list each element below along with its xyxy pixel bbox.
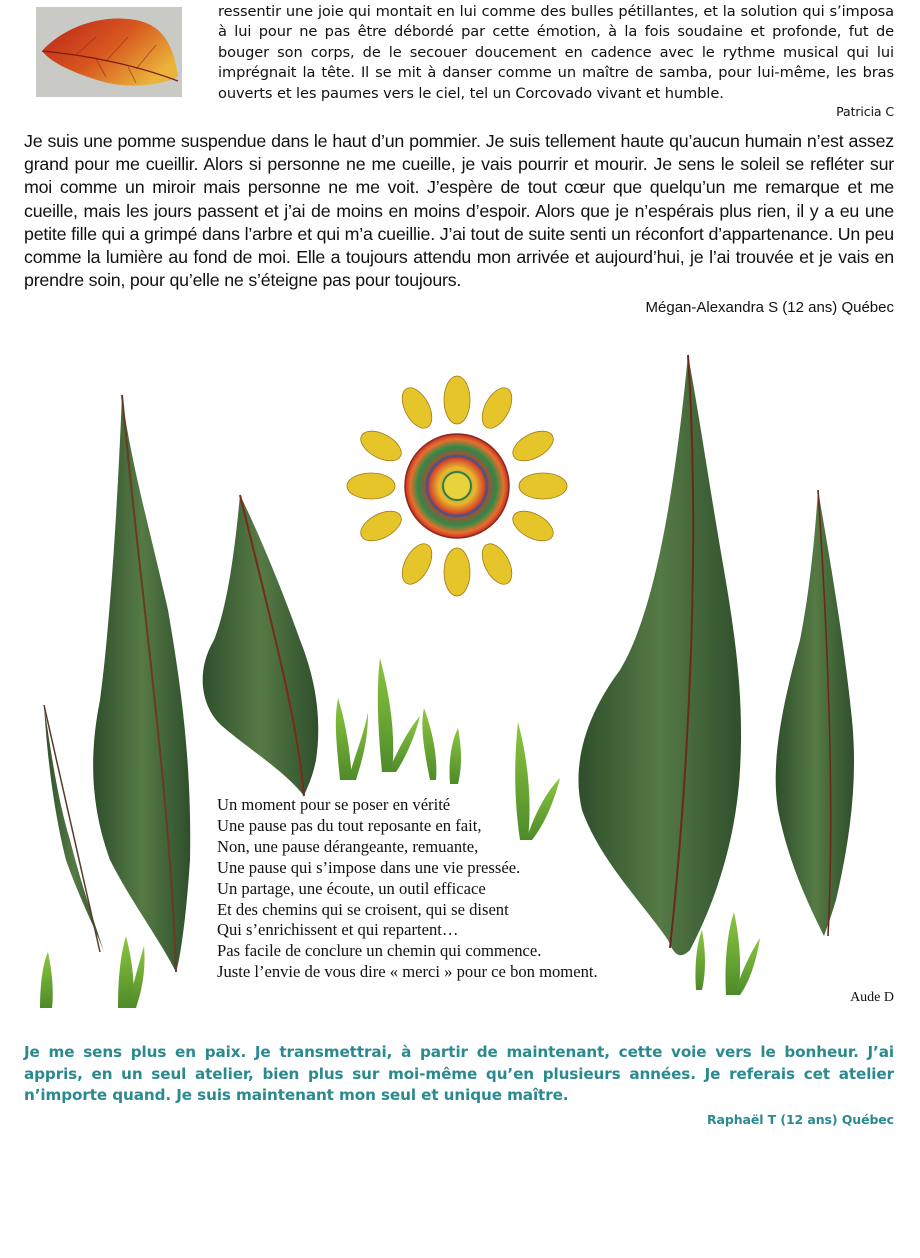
poem-line: Pas facile de conclure un chemin qui commence. [217,941,542,961]
conifer-branch [93,395,190,972]
poem-line: Une pause pas du tout reposante en fait, [217,815,482,835]
testimonial-text: Je suis une pomme suspendue dans le haut d’un pommier. Je suis tellement haute qu’aucun humain n’est assez grand pour me cueillir. Alors si personne ne me cueille, je vais pourrir et mourir. Je sens le soleil se refléter sur moi comme un miroir mais personne ne me voit. J’espère de tout cœur que quelqu’un me remarque et me cueille, mais les jours passent et j’ai de moins en moins d’espoir. Alors que je n’espérais plus rien, il y a eu une petite fille qui a grimpé dans l’arbre et qui m’a cueillie. J’ai tout de suite senti un réconfort d’appartenance. Un peu comme la lumière au fond de moi. Elle a toujours attendu mon arrivée et aujourd’hui, je l’ai trouvée et je vais en prendre soin, pour qu’elle ne s’éteigne pas pour toujours. [24,131,894,291]
author-signature: Mégan-Alexandra S (12 ans) Québec [645,299,894,317]
author-signature: Raphaël T (12 ans) Québec [707,1111,894,1127]
poem-line: Une pause qui s’impose dans une vie pressée. [217,857,521,877]
leaf-sun-mandala [347,376,567,596]
autumn-leaf-icon [36,7,182,97]
testimonial-text: Je me sens plus en paix. Je transmettrai, à partir de maintenant, cette voie vers le bonheur. J’ai appris, en un seul atelier, bien plus sur moi-même qu’en plusieurs années. Je referais cet atelier n’importe quand. Je suis maintenant mon seul et unique maître. [24,1043,894,1104]
poem-line: Un moment pour se poser en vérité [217,795,451,814]
testimonial-text: ressentir une joie qui montait en lui comme des bulles pétillantes, et la solution qui s’imposa à lui pour ne pas être débordé par cette émotion, à la fois soudaine et profonde, fut de bouger son corps, de le secouer doucement en cadence avec le rythme musical qui lui imprégnait la tête. Il se mit à danser comme un maître de samba, pour lui-même, les bras ouverts et les paumes vers le ciel, tel un Corcovado vivant et humble. [218,3,894,102]
poem-line: Qui s’enrichissent et qui repartent… [217,920,459,940]
testimonial-megan [24,130,894,320]
author-signature: Patricia C [836,104,894,120]
testimonial-raphael [24,1042,894,1130]
poem-aude [217,795,677,983]
leaf-photo [36,7,182,97]
testimonial-patricia [218,2,894,122]
conifer-branch [203,495,319,796]
author-signature: Aude D [850,990,894,1005]
poem-line: Et des chemins qui se croisent, qui se disent [217,899,509,919]
conifer-branch [776,490,854,936]
poem-line: Non, une pause dérangeante, remuante, [217,836,479,856]
poem-line: Juste l’envie de vous dire « merci » pour ce bon moment. [217,962,598,982]
poem-line: Un partage, une écoute, un outil efficace [217,878,486,898]
